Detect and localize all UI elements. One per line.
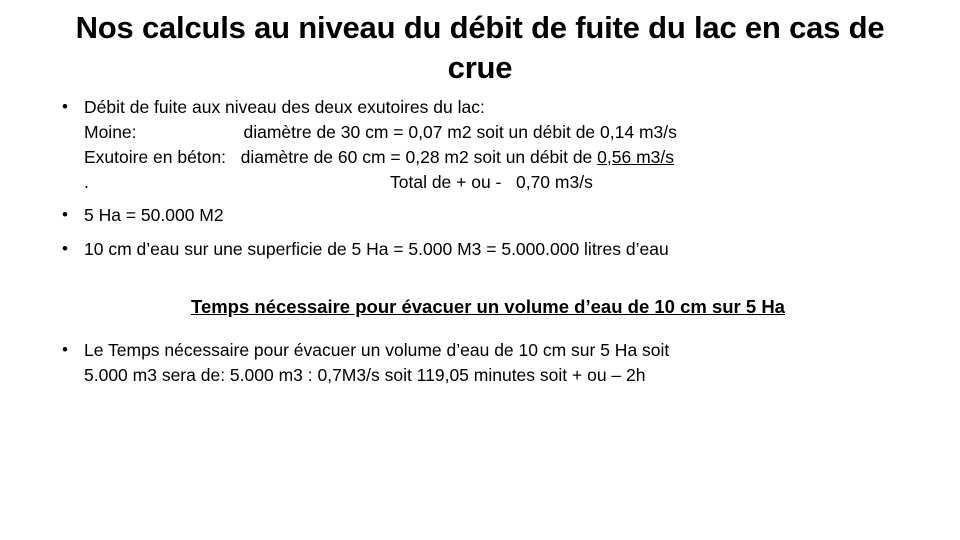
page-title: Nos calculs au niveau du débit de fuite du lac en cas de crue <box>75 10 885 85</box>
section-heading: Temps nécessaire pour évacuer un volume d’eau de 10 cm sur 5 Ha <box>191 296 785 318</box>
list-item <box>62 338 912 388</box>
bullet-marker: • <box>62 97 68 116</box>
text-line: . Total de + ou - 0,70 m3/s <box>84 171 593 192</box>
text-line: 5.000 m3 sera de: 5.000 m3 : 0,7M3/s soit 119,05 minutes soit + ou – 2h <box>84 364 646 385</box>
text-line: 5 Ha = 50.000 M2 <box>84 205 224 226</box>
spacer <box>62 228 912 237</box>
list-item <box>62 95 912 194</box>
text-line: 10 cm d’eau sur une superficie de 5 Ha = 5.000 M3 = 5.000.000 litres d’eau <box>84 239 669 260</box>
text-line: Le Temps nécessaire pour évacuer un volume d’eau de 10 cm sur 5 Ha soit <box>84 340 670 361</box>
list-item-text <box>84 95 912 194</box>
bullet-marker: • <box>62 205 68 225</box>
list-item <box>62 237 912 262</box>
text-segment-underlined: 0,56 m3/s <box>597 146 675 167</box>
text-line: Moine: diamètre de 30 cm = 0,07 m2 soit un débit de 0,14 m3/s <box>84 121 677 142</box>
slide-body <box>62 95 912 388</box>
list-item-text <box>84 338 912 388</box>
text-line <box>84 145 912 170</box>
bullet-marker: • <box>62 340 68 360</box>
list-item-text <box>84 203 912 228</box>
list-item-text <box>84 237 912 262</box>
text-line: Débit de fuite aux niveau des deux exutoires du lac: <box>84 97 485 117</box>
bullet-marker: • <box>62 239 68 259</box>
text-segment: Exutoire en béton: diamètre de 60 cm = 0,28 m2 soit un débit de <box>84 146 598 167</box>
spacer <box>62 318 912 338</box>
spacer <box>62 262 912 296</box>
spacer <box>62 194 912 203</box>
list-item <box>62 203 912 228</box>
